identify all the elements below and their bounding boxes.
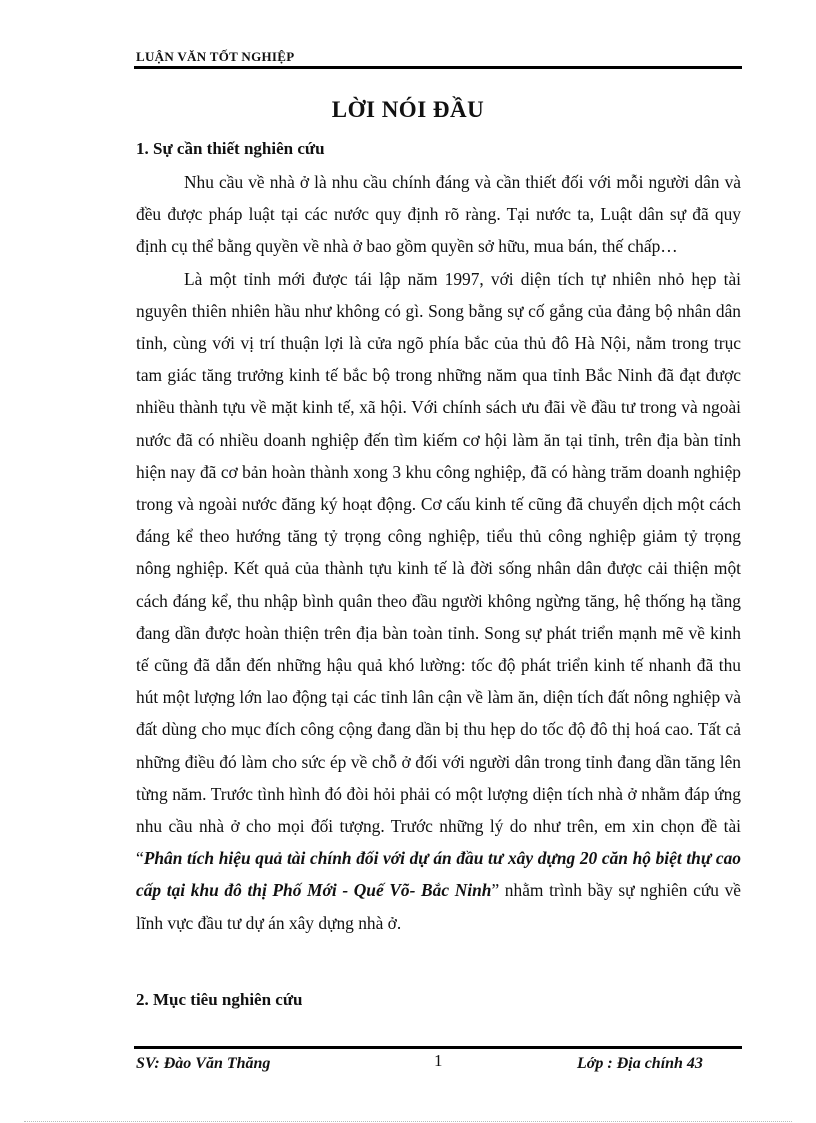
section-heading-2: 2. Mục tiêu nghiên cứu (136, 990, 303, 1009)
page-number: 1 (434, 1051, 443, 1070)
header-rule (134, 66, 742, 69)
footer-student-name: SV: Đào Văn Thăng (136, 1055, 271, 1072)
thesis-topic: Phân tích hiệu quả tài chính đối với dự án đầu tư xây dựng 20 căn hộ biệt thự cao cấp tại khu đô thị Phố Mới - Quế Võ- Bắc Ninh (136, 848, 741, 901)
footer-rule (134, 1046, 742, 1049)
running-header: LUẬN VĂN TỐT NGHIỆP (136, 49, 295, 64)
paragraph-1: Nhu cầu về nhà ở là nhu cầu chính đáng và cần thiết đối với mỗi người dân và đều được pháp luật tại các nước quy định rõ ràng. Tại nước ta, Luật dân sự đã quy định cụ thể bằng quyền về nhà ở bao gồm quyền sở hữu, mua bán, thế chấp… (136, 172, 741, 257)
page-title: LỜI NÓI ĐẦU (331, 97, 485, 122)
paragraph-2 (136, 263, 741, 939)
footer-class: Lớp : Địa chính 43 (577, 1055, 703, 1072)
paragraph-2-text: Là một tỉnh mới được tái lập năm 1997, với diện tích tự nhiên nhỏ hẹp tài nguyên thiên nhiên hầu như không có gì. Song bằng sự cố gắng của đảng bộ nhân dân tỉnh, cùng với vị trí thuận lợi là cửa ngõ phía bắc của thủ đô Hà Nội, nằm trong trục tam giác tăng trưởng kinh tế bắc bộ trong những năm qua tỉnh Bắc Ninh đã đạt được nhiều thành tựu về mặt kinh tế, xã hội. Với chính sách ưu đãi về đầu tư trong và ngoài nước đã có nhiều doanh nghiệp đến tìm kiếm cơ hội làm ăn tại tỉnh, trên địa bàn tỉnh hiện nay đã cơ bản hoàn thành xong 3 khu công nghiệp, đã có hàng trăm doanh nghiệp trong và ngoài nước đăng ký hoạt động. Cơ cấu kinh tế cũng đã chuyển dịch một cách đáng kể theo hướng tăng tỷ trọng công nghiệp, tiểu thủ công nghiệp giảm tỷ trọng nông nghiệp. Kết quả của thành tựu kinh tế là đời sống nhân dân được cải thiện một cách đáng kể, thu nhập bình quân theo đầu người không ngừng tăng, hệ thống hạ tầng đang dần được hoàn thiện trên địa bàn toàn tỉnh. Song sự phát triển mạnh mẽ về kinh tế cũng đã dẫn đến những hậu quả khó lường: tốc độ phát triển kinh tế nhanh đã thu hút một lượng lớn lao động tại các tỉnh lân cận về làm ăn, diện tích đất nông nghiệp và đất dùng cho mục đích công cộng đang dần bị thu hẹp do tốc độ đô thị hoá cao. Tất cả những điều đó làm cho sức ép về chỗ ở đối với người dân trong tỉnh đang dần tăng lên từng năm. Trước tình hình đó đòi hỏi phải có một lượng diện tích nhà ở nhằm đáp ứng nhu cầu nhà ở cho mọi đối tượng. Trước những lý do như trên, em xin chọn đề tài “ (136, 268, 741, 869)
paragraph-2-end: ” nhằm trình bầy sự nghiên cứu về lĩnh vực đầu tư dự án xây dựng nhà ở. (136, 880, 742, 933)
body-text (136, 166, 741, 939)
page-bottom-divider (24, 1121, 792, 1122)
section-heading-1: 1. Sự cần thiết nghiên cứu (136, 139, 325, 158)
